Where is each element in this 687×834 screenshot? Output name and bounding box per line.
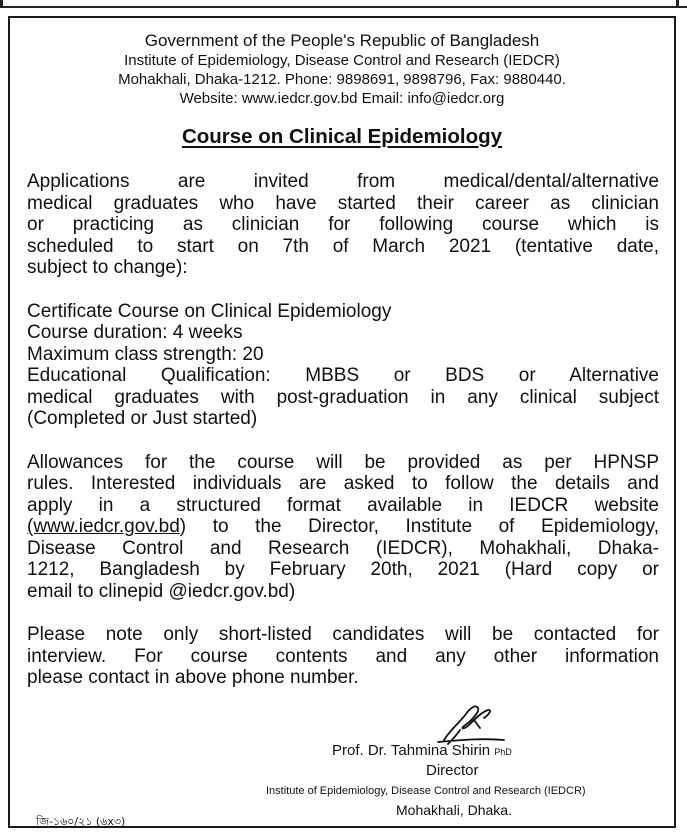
- qualification-line: Educational Qualification: MBBS or BDS or Alternative: [27, 365, 659, 386]
- class-strength: Maximum class strength: 20: [27, 343, 264, 365]
- contact-paragraph: [27, 624, 659, 689]
- notice-title: Course on Clinical Epidemiology: [181, 125, 503, 148]
- header-institute: Institute of Epidemiology, Disease Control and Research (IEDCR): [124, 52, 560, 69]
- qualification-line: medical graduates with post-graduation in any clinical subject: [27, 386, 659, 408]
- qualification-line: (Completed or Just started): [27, 408, 258, 429]
- signatory-degree: PhD: [494, 747, 512, 757]
- signatory-place: Mohakhali, Dhaka.: [396, 802, 512, 818]
- header-address: Mohakhali, Dhaka-1212. Phone: 9898691, 9898796, Fax: 9880440.: [118, 71, 566, 88]
- intro-line: scheduled to start on 7th of March 2021 (tentative date,: [27, 235, 659, 257]
- contact-line: Please note only short-listed candidates will be contacted for: [27, 624, 659, 645]
- application-line: apply in a structured format available in IEDCR website: [27, 494, 659, 516]
- header-government: Government of the People's Republic of Bangladesh: [144, 31, 540, 50]
- application-line-rest: ) to the Director, Institute of Epidemiology,: [179, 516, 659, 537]
- signatory-name-text: Prof. Dr. Tahmina Shirin: [332, 742, 491, 759]
- contact-line: please contact in above phone number.: [27, 667, 359, 688]
- application-line-with-link: [27, 516, 659, 538]
- notice-frame: [8, 16, 676, 828]
- application-line: 1212, Bangladesh by February 20th, 2021 (Hard copy or: [27, 559, 659, 580]
- notice-body: [27, 171, 659, 711]
- signatory-organization: Institute of Epidemiology, Disease Control and Research (IEDCR): [266, 785, 586, 797]
- course-duration: Course duration: 4 weeks: [27, 322, 243, 343]
- signatory-designation: Director: [426, 762, 479, 779]
- intro-line: subject to change):: [27, 257, 188, 278]
- application-line: email to clinepid @iedcr.gov.bd): [27, 580, 296, 602]
- reference-code: জি-১৬০/২১ (৬x৩): [36, 815, 126, 828]
- course-name: Certificate Course on Clinical Epidemiology: [27, 300, 392, 322]
- top-border-tick-right: [676, 0, 679, 8]
- top-border-strip: [0, 0, 687, 8]
- handwritten-signature-icon: [430, 700, 510, 746]
- course-details: [27, 301, 659, 430]
- application-paragraph: [27, 452, 659, 603]
- signatory-name: [332, 742, 512, 761]
- top-border-tick-left: [0, 0, 3, 8]
- intro-line: or practicing as clinician for following course which is: [27, 214, 659, 235]
- notice-header: [10, 30, 674, 108]
- intro-paragraph: [27, 171, 659, 279]
- intro-line: medical graduates who have started their career as clinician: [27, 192, 659, 214]
- application-line: Disease Control and Research (IEDCR), Mohakhali, Dhaka-: [27, 537, 659, 559]
- contact-line: interview. For course contents and any other information: [27, 645, 659, 667]
- intro-line: Applications are invited from medical/dental/alternative: [27, 171, 659, 192]
- website-link[interactable]: (www.iedcr.gov.bd: [27, 516, 180, 537]
- application-line: Allowances for the course will be provided as per HPNSP: [27, 451, 659, 473]
- application-line: rules. Interested individuals are asked to follow the details and: [27, 473, 659, 494]
- header-contact: Website: www.iedcr.gov.bd Email: info@iedcr.org: [179, 90, 505, 107]
